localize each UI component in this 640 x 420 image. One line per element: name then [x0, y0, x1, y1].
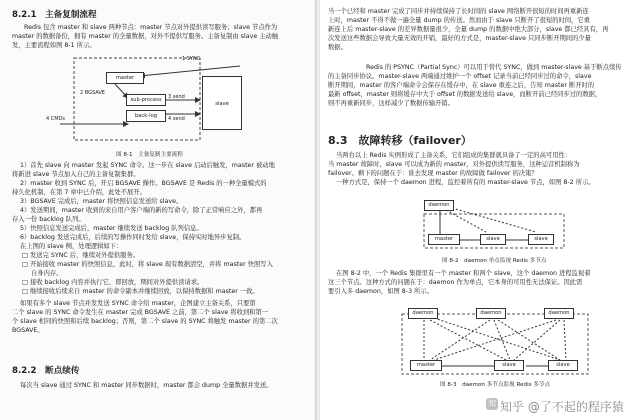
- section-heading-83: 8.3 故障转移（failover）: [328, 134, 472, 147]
- backlog-node: back-log: [126, 110, 166, 122]
- figure-8-3-caption: 图 8-3 daemon 多节点监视 Redis 多节点: [440, 382, 551, 388]
- paragraph-line: 当 master 故障时，slave 可以成为新的 master，对外提供读写服务，这种运营机制称为: [328, 161, 580, 168]
- label-bgsave: 2 BGSAVE: [80, 90, 105, 96]
- paragraph-line: Redis 的 PSYNC（Partial Sync）可以用于替代 SYNC，做到 master-slave 基于断点续传: [366, 64, 622, 71]
- paragraph-line: 二个 slave 的 SYNC 命令发生在 master 完成 BGSAVE 之前，第二个 slave 将收到和第一: [12, 309, 269, 316]
- slave-node: slave: [528, 234, 554, 245]
- paragraph-line: 上时，master 不得不做一遍全量 dump 的传送。然而由于 slave 只断开了很短的时间，它重: [328, 17, 591, 24]
- paragraph-line: 一种方式是，保持一个 daemon 进程，监控着所有的 master-slave 节点，如图 8-2 所示。: [336, 179, 595, 186]
- paragraph-line: 次发送这些数据会导致大量无效的开销，最好的方式是，master-slave 只同步断开期间的少量: [328, 35, 591, 42]
- step-line: 2）master 收到 SYNC 后，开启 BGSAVE 操作。BGSAVE 是 Redis 的一种全量模式的: [20, 180, 267, 187]
- watermark-text: 知乎 @了不起的程序猿: [500, 400, 624, 414]
- paragraph-line: 的主备同步协议。master-slave 两端通过维护一个 offset 记录当前已经同步过的命令，slave: [328, 73, 592, 80]
- paragraph-line: BGSAVE。: [12, 327, 44, 334]
- label-send3: 3 send: [168, 94, 185, 100]
- label-sync: 1 SYNC: [182, 56, 201, 62]
- slave-node: slave: [202, 76, 242, 130]
- paragraph-line: 断开期间，master 的客户端命令会保存在缓存中，在 slave 重连之后，告知 master 断开时的: [328, 82, 595, 89]
- step-line: 3）BGSAVE 完成后，master 将快照信息发送给 slave。: [20, 198, 183, 205]
- paragraph-line: 如果有多个 slave 节点并发发送 SYNC 命令给 master，企图建立主备关系，只要第: [20, 300, 256, 307]
- monitor-line: [430, 320, 490, 360]
- step-line: 4）发送期间，master 收到的来自用户客户端的新的写命令，除了正常响应之外，都再: [20, 207, 263, 214]
- step-line: 5）快照信息发送完成后，master 继续发送 backlog 队列信息。: [20, 225, 203, 232]
- bullet-item: □ 接收 backlog 内容并执行它，即回放，期间对外提供读请求。: [22, 279, 204, 286]
- left-page: [0, 0, 316, 420]
- label-cmds: 4 CMDs: [46, 116, 66, 122]
- paragraph-line: 发，主要流程如图 8-1 所示。: [12, 42, 96, 49]
- step-line: 6）backlog 发送完成后，后续的写操作同时发给 slave，保持实时地异步复制。: [20, 234, 246, 241]
- daemon-node: daemon: [544, 308, 574, 319]
- figure-8-2: [416, 198, 566, 250]
- paragraph-line: 当两台以上 Redis 实例形成了主备关系，它们组成的集群就具备了一定的高可用性：: [336, 152, 572, 159]
- slave-node: slave: [494, 360, 524, 371]
- bullet-item: □ 开始接收 master 的快照信息，此时，将 slave 现有数据清空，并将 master 快照写入: [22, 261, 273, 268]
- figure-8-2-caption: 图 8-2 daemon 单点监视 Redis 多节点: [442, 258, 547, 264]
- right-page: [320, 0, 640, 420]
- subprocess-node: sub-process: [126, 94, 166, 106]
- paragraph-line: master 的数据备份，拥有 master 的全量数据，对外不提供写服务。主备复制由 slave 主动触: [12, 33, 279, 40]
- step-line: 将新进 slave 节点加入自己的主备复制集群。: [12, 171, 140, 178]
- slave-node: slave: [480, 234, 506, 245]
- paragraph-line: 要引入多 daemon，如图 8-3 所示。: [328, 288, 433, 295]
- figure-8-1-caption: 图 8-1 主备复制主要流程: [116, 152, 183, 158]
- figure-8-1: [40, 56, 280, 146]
- step-line: 持久化机制，在第 7 章中已介绍，此处不展开。: [12, 189, 146, 196]
- monitor-line: [494, 320, 510, 360]
- paragraph-line: 这三个节点。这种方式的问题在于：daemon 作为单点，它本身的可用性无法保证。因此需: [328, 279, 583, 286]
- zhihu-logo-icon: 知: [488, 399, 496, 408]
- section-heading-822: 8.2.2 断点续传: [12, 366, 80, 376]
- master-node: master: [428, 234, 460, 245]
- bullet-item: □ 发送完 SYNC 后，继续对外提供服务。: [22, 252, 140, 259]
- step-line: 存入一份 backlog 队列。: [12, 216, 85, 223]
- paragraph-line: 则不再重新同步，这样减少了数据传输开销。: [328, 100, 454, 107]
- step-line: 在上图的 slave 侧，处理逻辑如下：: [20, 243, 123, 250]
- monitor-line: [446, 210, 486, 232]
- paragraph-line: 数据。: [328, 44, 347, 51]
- monitor-line: [564, 320, 566, 360]
- bullet-item-continued: 自身内存。: [31, 270, 63, 277]
- daemon-node: daemon: [424, 200, 454, 211]
- slave-node: slave: [548, 360, 578, 371]
- paragraph-line: 当一个已经和 master 完成了同步并持续保持了长时间的 slave 网络断开很短的时间再重新连: [328, 8, 589, 15]
- step-line: 1）首先 slave 向 master 发起 SYNC 命令。这一步在 slave 启动后触发，master 被动地: [20, 162, 275, 169]
- daemon-node: daemon: [408, 308, 438, 319]
- paragraph-line: Redis 包含 master 和 slave 两种节点：master 节点对外提供读写服务；slave 节点作为: [24, 24, 278, 31]
- master-node: master: [410, 360, 442, 371]
- paragraph-line: 最新 offset，master 则将缓存中大于 offset 的数据发送给 slave，而断开前已经同步过的数据，: [328, 91, 602, 98]
- master-node: master: [106, 72, 144, 84]
- paragraph-line: 在图 8-2 中，一个 Redis 集群里有一个 master 和两个 slave，这个 daemon 进程监视着: [336, 270, 591, 277]
- paragraph-line: failover。剩下的问题在于：谁去发现 master 的故障做 failover 的决策？: [328, 170, 538, 177]
- monitor-line: [514, 320, 560, 360]
- section-heading-821: 8.2.1 主备复制流程: [12, 10, 97, 20]
- paragraph-line: 每次当 slave 通过 SYNC 和 master 同步数据时，master 都会 dump 全量数据并发送。: [20, 382, 273, 389]
- daemon-node: daemon: [476, 308, 506, 319]
- paragraph-line: 个 slave 相同的快照和后续 backlog；否则，第二个 slave 的 SYNC 将触发 master 的第二次: [12, 318, 278, 325]
- bullet-item: □ 继续接收后续来自 master 的命令副本并继续回放，以保持数据和 master 一致。: [22, 288, 259, 295]
- paragraph-line: 新连上后 master-slave 的差异数据量很少，全量 dump 的数据中绝大部分，slave 都已经具有，再: [328, 26, 609, 33]
- label-send4: 4 send: [168, 116, 185, 122]
- sync-arrow: [140, 66, 240, 76]
- figure-8-3: [390, 306, 590, 376]
